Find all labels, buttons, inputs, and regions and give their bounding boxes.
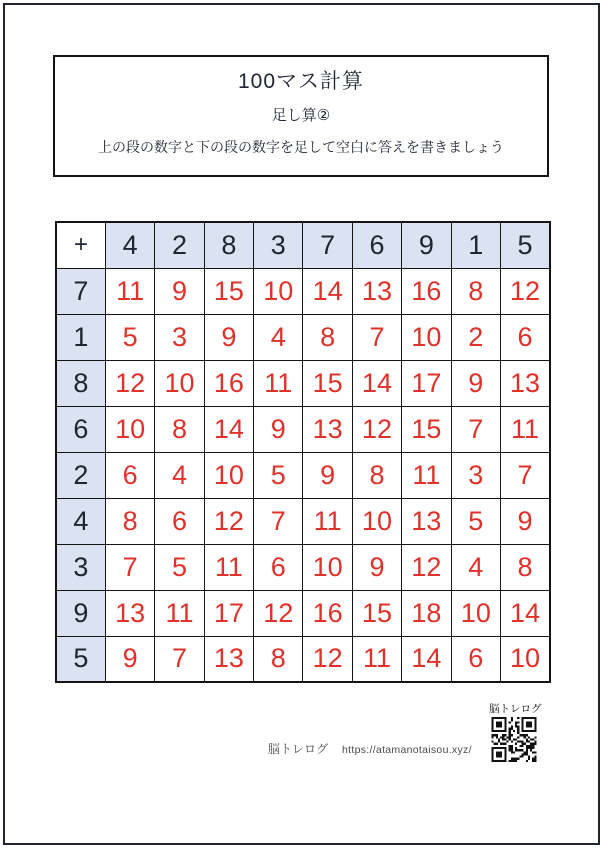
grid-answer-cell: 7: [155, 636, 204, 682]
grid-answer-cell: 7: [451, 406, 500, 452]
grid-answer-cell: 6: [501, 314, 550, 360]
footer-site-url: https://atamanotaisou.xyz/: [342, 744, 472, 756]
grid-answer-cell: 16: [204, 360, 253, 406]
worksheet-subtitle: 足し算②: [271, 107, 331, 124]
grid-answer-cell: 2: [451, 314, 500, 360]
grid-answer-cell: 5: [155, 544, 204, 590]
grid-answer-cell: 11: [402, 452, 451, 498]
grid-answer-cell: 10: [303, 544, 352, 590]
grid-answer-cell: 11: [204, 544, 253, 590]
grid-answer-cell: 9: [303, 452, 352, 498]
footer-site-name: 脳トレログ: [268, 742, 329, 756]
grid-answer-cell: 5: [254, 452, 303, 498]
grid-answer-cell: 14: [352, 360, 401, 406]
grid-answer-cell: 12: [501, 268, 550, 314]
grid-answer-cell: 10: [105, 406, 154, 452]
grid-answer-cell: 10: [451, 590, 500, 636]
grid-answer-cell: 15: [303, 360, 352, 406]
grid-answer-cell: 12: [105, 360, 154, 406]
grid-answer-cell: 4: [155, 452, 204, 498]
grid-answer-cell: 15: [204, 268, 253, 314]
grid-answer-cell: 13: [105, 590, 154, 636]
grid-answer-cell: 12: [303, 636, 352, 682]
grid-row-header: 7: [56, 268, 105, 314]
grid-answer-cell: 10: [155, 360, 204, 406]
grid-answer-cell: 6: [155, 498, 204, 544]
grid-col-header: 4: [105, 222, 154, 268]
worksheet-header: [53, 55, 549, 177]
grid-answer-cell: 11: [352, 636, 401, 682]
grid-answer-cell: 17: [204, 590, 253, 636]
grid-row-header: 5: [56, 636, 105, 682]
grid-col-header: 9: [402, 222, 451, 268]
worksheet-instruction: 上の段の数字と下の段の数字を足して空白に答えを書きましょう: [98, 139, 504, 155]
grid-col-header: 1: [451, 222, 500, 268]
grid-answer-cell: 14: [402, 636, 451, 682]
grid-answer-cell: 11: [254, 360, 303, 406]
grid-answer-cell: 14: [501, 590, 550, 636]
grid-col-header: 3: [254, 222, 303, 268]
grid-answer-cell: 10: [352, 498, 401, 544]
grid-answer-cell: 4: [254, 314, 303, 360]
grid-answer-cell: 10: [402, 314, 451, 360]
grid-answer-cell: 3: [451, 452, 500, 498]
grid-answer-cell: 8: [254, 636, 303, 682]
grid-row-header: 6: [56, 406, 105, 452]
grid-answer-cell: 7: [254, 498, 303, 544]
grid-answer-cell: 8: [501, 544, 550, 590]
grid-answer-cell: 10: [254, 268, 303, 314]
footer-credit: [268, 740, 472, 757]
grid-answer-cell: 5: [105, 314, 154, 360]
qr-block: [489, 703, 547, 762]
grid-answer-cell: 7: [501, 452, 550, 498]
grid-answer-cell: 11: [155, 590, 204, 636]
grid-answer-cell: 13: [402, 498, 451, 544]
grid-answer-cell: 3: [155, 314, 204, 360]
grid-answer-cell: 11: [303, 498, 352, 544]
grid-operator-cell: +: [56, 222, 105, 268]
grid-row-header: 3: [56, 544, 105, 590]
grid-row-header: 8: [56, 360, 105, 406]
grid-answer-cell: 13: [303, 406, 352, 452]
qr-code-icon: [489, 717, 539, 762]
grid-answer-cell: 15: [352, 590, 401, 636]
grid-answer-cell: 14: [303, 268, 352, 314]
grid-answer-cell: 17: [402, 360, 451, 406]
grid-answer-cell: 12: [204, 498, 253, 544]
grid-col-header: 5: [501, 222, 550, 268]
grid-col-header: 2: [155, 222, 204, 268]
grid-row-header: 4: [56, 498, 105, 544]
grid-answer-cell: 4: [451, 544, 500, 590]
grid-col-header: 8: [204, 222, 253, 268]
grid-answer-cell: 10: [501, 636, 550, 682]
grid-answer-cell: 13: [352, 268, 401, 314]
grid-answer-cell: 9: [254, 406, 303, 452]
grid-answer-cell: 9: [451, 360, 500, 406]
page-title: 100マス計算: [237, 70, 365, 93]
grid-answer-cell: 18: [402, 590, 451, 636]
grid-answer-cell: 14: [204, 406, 253, 452]
grid-answer-cell: 8: [155, 406, 204, 452]
grid-row-header: 9: [56, 590, 105, 636]
grid-answer-cell: 13: [501, 360, 550, 406]
grid-answer-cell: 12: [254, 590, 303, 636]
grid-answer-cell: 6: [451, 636, 500, 682]
grid-col-header: 6: [352, 222, 401, 268]
grid-answer-cell: 9: [155, 268, 204, 314]
qr-label: 脳トレログ: [489, 703, 542, 715]
grid-answer-cell: 7: [105, 544, 154, 590]
grid-answer-cell: 9: [204, 314, 253, 360]
grid-answer-cell: 8: [105, 498, 154, 544]
grid-answer-cell: 15: [402, 406, 451, 452]
grid-answer-cell: 11: [501, 406, 550, 452]
grid-answer-cell: 16: [402, 268, 451, 314]
grid-answer-cell: 10: [204, 452, 253, 498]
grid-answer-cell: 5: [451, 498, 500, 544]
grid-answer-cell: 8: [451, 268, 500, 314]
grid-answer-cell: 12: [402, 544, 451, 590]
grid-answer-cell: 9: [105, 636, 154, 682]
calculation-grid: [55, 221, 551, 683]
grid-answer-cell: 7: [352, 314, 401, 360]
grid-col-header: 7: [303, 222, 352, 268]
grid-row-header: 2: [56, 452, 105, 498]
grid-answer-cell: 13: [204, 636, 253, 682]
grid-answer-cell: 8: [303, 314, 352, 360]
grid-answer-cell: 9: [352, 544, 401, 590]
grid-row-header: 1: [56, 314, 105, 360]
grid-answer-cell: 6: [254, 544, 303, 590]
grid-answer-cell: 11: [105, 268, 154, 314]
grid-answer-cell: 6: [105, 452, 154, 498]
grid-answer-cell: 12: [352, 406, 401, 452]
grid-answer-cell: 9: [501, 498, 550, 544]
grid-answer-cell: 16: [303, 590, 352, 636]
grid-answer-cell: 8: [352, 452, 401, 498]
